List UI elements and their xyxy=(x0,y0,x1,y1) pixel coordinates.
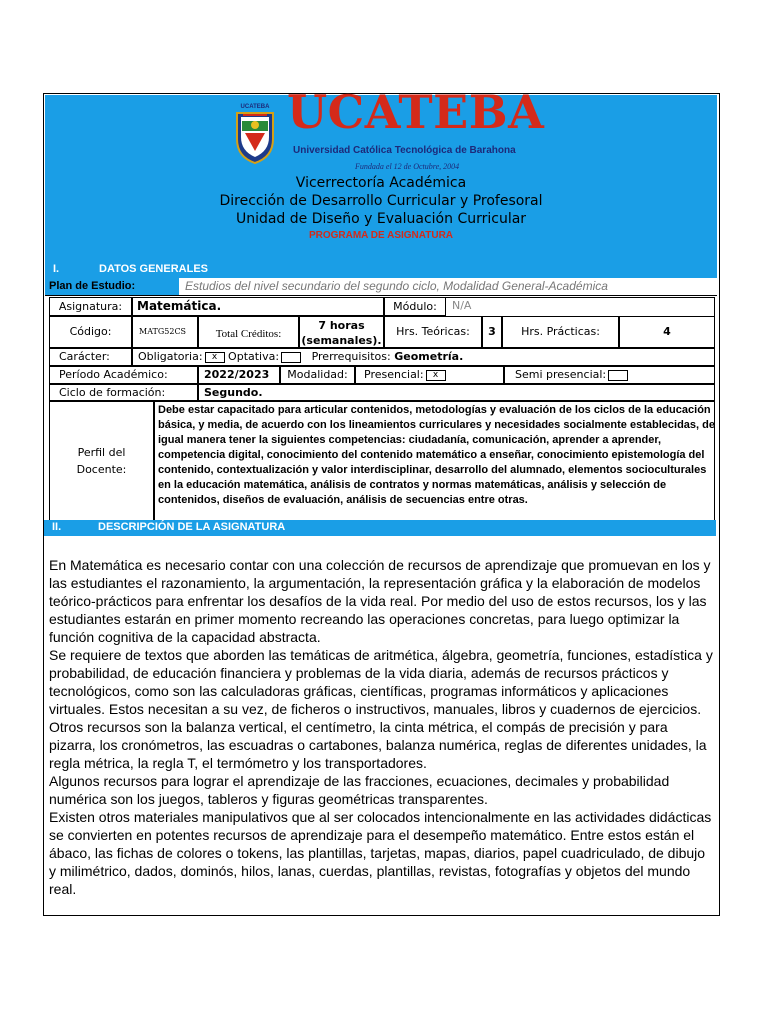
perfil-value: Debe estar capacitado para articular contenidos, metodologías y evaluación de los ciclos de la educación básica, y media, de acuerdo con los lineamientos curriculares y necesidades socialmente establecidas, de igual manera tener la siguientes competencias: ciudadanía, comunicación, aprender a aprender, competencia digital, conocimiento del contenido matemático a enseñar, conocimiento epistemología del contenido, contextualización y valor interdisciplinar, desarrollo del alumnado, elementos socioculturales en la educación matemática, análisis de contratos y normas matemáticas, análisis y selección de contenidos, diseños de evaluación, análisis de secuencias entre otras. xyxy=(158,404,715,506)
header-banner xyxy=(45,85,717,278)
description-paragraph: En Matemática es necesario contar con una colección de recursos de aprendizaje que promuevan en los y las estudiantes el razonamiento, la argumentación, la representación gráfica y la elaboración de modelos teórico-prácticos para enfrentar los desafíos de la vida real. Por medio del uso de estos recursos, los y las estudiantes estarán en primer momento recreando las operaciones concretas, para luego optimizar la función cognitiva de la capacidad abstracta. xyxy=(49,557,711,645)
semipresencial-label: Semi presencial: xyxy=(515,368,607,381)
plan-row xyxy=(45,278,717,296)
asignatura-label: Asignatura: xyxy=(49,297,132,316)
presencial-label: Presencial: xyxy=(364,368,424,381)
creditos-value xyxy=(299,316,384,348)
practicas-value: 4 xyxy=(619,316,715,348)
codigo-value: MATG52CS xyxy=(132,316,198,348)
crest-label: UCATEBA xyxy=(240,104,270,110)
ciclo-value: Segundo. xyxy=(198,384,715,401)
practicas-label: Hrs. Prácticas: xyxy=(502,316,619,348)
semipresencial-cell xyxy=(504,366,715,384)
header-line-1: Vicerrectoría Académica xyxy=(295,175,467,191)
obligatoria-checkbox[interactable]: x xyxy=(205,352,225,363)
caracter-row xyxy=(132,348,715,366)
plan-value: Estudios del nivel secundario del segundo ciclo, Modalidad General-Académica xyxy=(185,279,608,293)
periodo-value: 2022/2023 xyxy=(198,366,280,384)
plan-label: Plan de Estudio: xyxy=(45,278,179,295)
header-line-3: Unidad de Diseño y Evaluación Curricular xyxy=(235,211,527,227)
university-full-name: Universidad Católica Tecnológica de Barahona xyxy=(293,145,516,156)
description-paragraph: Se requiere de textos que aborden las temáticas de aritmética, álgebra, geometría, funciones, estadística y probabilidad, de educación financiera y problemas de la vida diaria, además de recursos prácticos y tecnológicos, como son las calculadoras gráficas, científicas, programas informáticos y aplicaciones virtuales. Estos necesitan a su vez, de ficheros o instructivos, manuales, libros y cuadernos de ejercicios. xyxy=(49,647,713,717)
presencial-cell xyxy=(355,366,504,384)
optativa-checkbox[interactable] xyxy=(281,352,301,363)
asignatura-value: Matemática. xyxy=(132,297,384,316)
semipresencial-checkbox[interactable] xyxy=(608,370,628,381)
periodo-label: Período Académico: xyxy=(49,366,198,384)
codigo-label: Código: xyxy=(49,316,132,348)
founded-date: Fundada el 12 de Octubre, 2004 xyxy=(355,162,460,171)
modalidad-label: Modalidad: xyxy=(280,366,355,384)
modulo-value: N/A xyxy=(452,299,472,312)
teoricas-label: Hrs. Teóricas: xyxy=(384,316,482,348)
teoricas-value: 3 xyxy=(482,316,502,348)
description-paragraph: Algunos recursos para lograr el aprendizaje de las fracciones, ecuaciones, decimales y probabilidad numérica son los juegos, tableros y figuras geométricas transparentes. xyxy=(49,773,670,807)
description-body xyxy=(49,556,715,898)
perfil-label-line-1: Perfil del xyxy=(77,446,126,459)
section-title: DESCRIPCIÓN DE LA ASIGNATURA xyxy=(98,521,286,533)
prerrequisitos-value: Geometría. xyxy=(394,350,464,363)
perfil-label-line-2: Docente: xyxy=(76,463,127,476)
creditos-value-line-2: (semanales). xyxy=(301,334,382,347)
caracter-label: Carácter: xyxy=(49,348,132,366)
modulo-label: Módulo: xyxy=(384,297,446,316)
program-title: PROGRAMA DE ASIGNATURA xyxy=(308,230,454,241)
university-crest-icon xyxy=(233,101,277,165)
section-number: I. xyxy=(53,263,60,275)
description-paragraph: Otros recursos son la balanza vertical, el centímetro, la cinta métrica, el compás de precisión y para pizarra, los cronómetros, las escuadras o cartabones, balanza numérica, reglas de diferentes unidades, la regla métrica, la regla T, el termómetro y los transportadores. xyxy=(49,719,707,771)
ciclo-label: Ciclo de formación: xyxy=(49,384,198,401)
optativa-label: Optativa: xyxy=(228,350,280,363)
section-heading-descripcion xyxy=(44,520,716,536)
creditos-value-line-1: 7 horas xyxy=(318,319,365,332)
header-line-2: Dirección de Desarrollo Curricular y Profesoral xyxy=(219,193,543,209)
section-title: DATOS GENERALES xyxy=(99,263,208,275)
section-heading-datos xyxy=(45,262,717,278)
description-paragraph: Existen otros materiales manipulativos que al ser colocados intencionalmente en las actividades didácticas se convierten en potentes recursos de aprendizaje para el desempeño matemático. Entre estos están el ábaco, las fichas de colores o tokens, las plantillas, tarjetas, mapas, diarios, papel cuadriculado, de dibujo y milimétrico, dados, dominós, hilos, lanas, cuerdas, plantillas, revistas, fotografías y objetos del mundo real. xyxy=(49,809,712,897)
perfil-label xyxy=(49,401,154,522)
obligatoria-label: Obligatoria: xyxy=(138,350,203,363)
section-number: II. xyxy=(52,521,62,533)
presencial-checkbox[interactable]: x xyxy=(426,370,446,381)
creditos-label: Total Créditos: xyxy=(198,316,299,348)
prerrequisitos-label: Prerrequisitos: xyxy=(311,350,391,363)
university-brand: UCATEBA xyxy=(287,85,545,139)
